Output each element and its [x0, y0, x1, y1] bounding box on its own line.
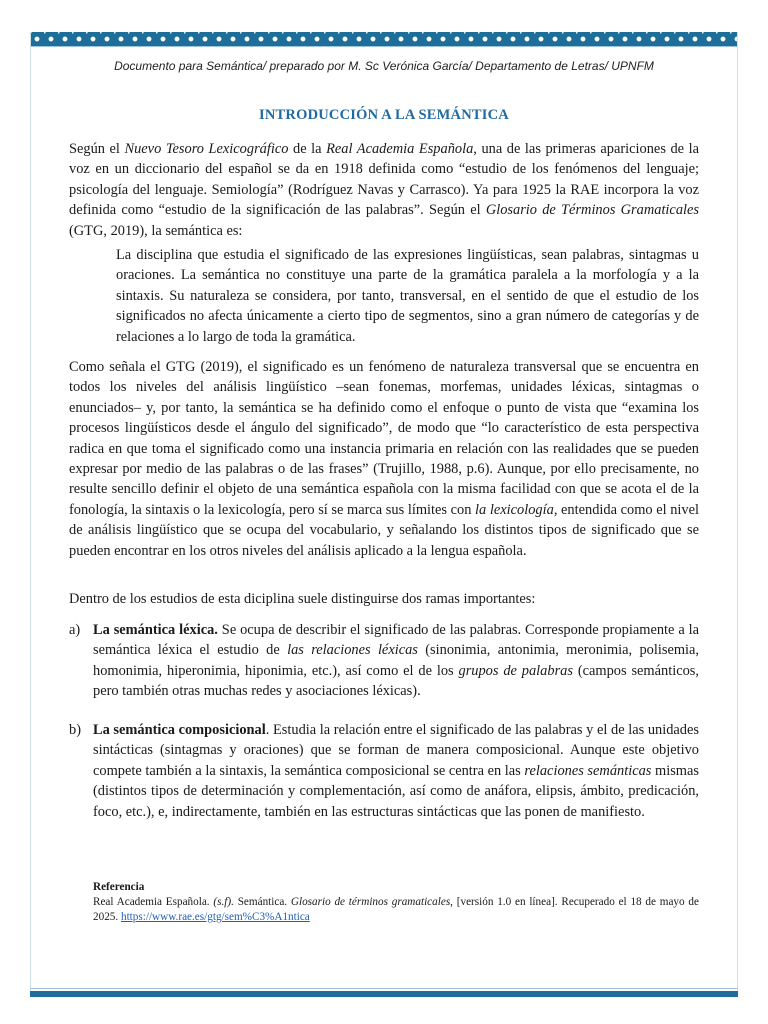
text-run: Como señala el GTG (2019), el significado es un fenómeno de naturaleza transversal que se encuentra en todos los niveles del análisis lingüístico –sean fonemas, morfemas, unidades léxicas, sintagmas o enunciados– y, por tanto, la semántica se ha definido como el enfoque o punto de vista que “examina los procesos lingüísticos desde el ángulo del significado”, de modo que “lo característico de esta perspectiva radica en que toma el significado como una instancia primaria en relación con las realidades que se pueden expresar por medio de las palabras o de las frases” (Trujillo, 1988, p.6). Aunque, por ello precisamente, no resulte sencillo definir el objeto de una semántica española con la misma facilidad con que se acota el de la fonología, la sintaxis o la lexicología, pero sí se marca sus límites con	[69, 359, 699, 518]
block-quote: La disciplina que estudia el significado de las expresiones lingüísticas, sean palabras, sintagmas u oraciones. La semántica no constituye una parte de la gramática paralela a la morfología y a la sintaxis. Su naturaleza se considera, por tanto, transversal, en el sentido de que el estudio de los significados no afecta únicamente a cierto tipo de segmentos, sino a gran número de categorías y de relaciones a lo largo de toda la gramática.	[116, 247, 699, 345]
reference-link[interactable]: https://www.rae.es/gtg/sem%C3%A1ntica	[120, 911, 310, 923]
italic-run: Glosario de Términos Gramaticales	[485, 202, 700, 219]
text-run: Según el	[69, 141, 125, 157]
list-item-b	[69, 720, 699, 822]
bold-term: La semántica léxica.	[93, 622, 218, 638]
text-run: de la	[288, 141, 327, 157]
text-run: . Estudia la relación entre el significado de las palabras y el de las unidades sintácticas (sintagmas y oraciones) que se forman de manera composicional. Aunque este objetivo compete también a la sintaxis, la semántica composicional se centra en las	[93, 722, 699, 779]
list-item-a	[69, 620, 699, 702]
body-paragraph-3: Dentro de los estudios de esta diciplina suele distinguirse dos ramas importantes:	[69, 591, 536, 607]
reference-heading: Referencia	[93, 881, 145, 893]
text-run: Se ocupa de describir el significado de las palabras. Corresponde propiamente a la semántica léxica el estudio de	[93, 622, 699, 659]
text-run: (GTG, 2019), la semántica es:	[69, 222, 243, 239]
text-run: , [versión 1.0 en línea]. Recuperado el 18 de mayo de 2025.	[93, 896, 699, 923]
text-run: mismas (distintos tipos de determinación y complementación, así como de anáfora, elipsis, ámbito, predicación, foco, etc.), e, indirectamente, también en las estructuras sintácticas que las ponen de manifiesto.	[93, 762, 699, 820]
italic-run: las relaciones léxicas	[287, 642, 418, 659]
italic-run: la lexicología	[475, 501, 554, 518]
body-paragraph-2	[69, 357, 699, 561]
list-marker: a)	[69, 622, 81, 638]
bold-term: La semántica composicional	[93, 722, 266, 738]
italic-run: Nuevo Tesoro Lexicográfico	[124, 141, 289, 157]
list-item-body	[93, 720, 699, 822]
running-header: Documento para Semántica/ preparado por M. Sc Verónica García/ Departamento de Letras/ UPNFM	[114, 59, 654, 73]
italic-run: grupos de palabras	[458, 662, 573, 679]
reference-entry	[93, 895, 699, 925]
list-item-body	[93, 620, 699, 702]
intro-paragraph	[69, 139, 699, 241]
text-run: Semántica.	[233, 896, 291, 908]
text-run: Real Academia Española.	[93, 896, 214, 908]
italic-run: Real Academia Española	[326, 141, 474, 157]
italic-run: (s.f).	[213, 896, 234, 908]
text-run: (campos semánticos, pero también otras muchas redes y asociaciones léxicas).	[93, 662, 699, 700]
text-run: , una de las primeras apariciones de la voz en un diccionario del español se da en 1918 definida como “estudio de los fenómenos del lenguaje; psicología del lenguaje. Semiología” (Rodríguez Navas y Carrasco). Ya para 1925 la RAE incorpora la voz definida como “estudio de la significación de las palabras”. Según el	[69, 141, 700, 219]
page-title: INTRODUCCIÓN A LA SEMÁNTICA	[259, 107, 509, 123]
reference-block	[93, 880, 699, 925]
list-marker: b)	[69, 722, 81, 738]
decorative-bottom-bar	[30, 991, 738, 997]
italic-run: relaciones semánticas	[524, 762, 652, 779]
bottom-rule	[30, 988, 738, 989]
italic-run: Glosario de términos gramaticales	[290, 896, 451, 908]
text-run: , entendida como el nivel de análisis lingüístico que se ocupa del vocabulario, y señalando los distintos tipos de significado que se pueden encontrar en los otros niveles del análisis aplicado a la lengua española.	[69, 501, 699, 559]
text-run: (sinonimia, antonimia, meronimia, polisemia, homonimia, hiperonimia, hiponimia, etc.), así como el de los	[93, 642, 700, 679]
